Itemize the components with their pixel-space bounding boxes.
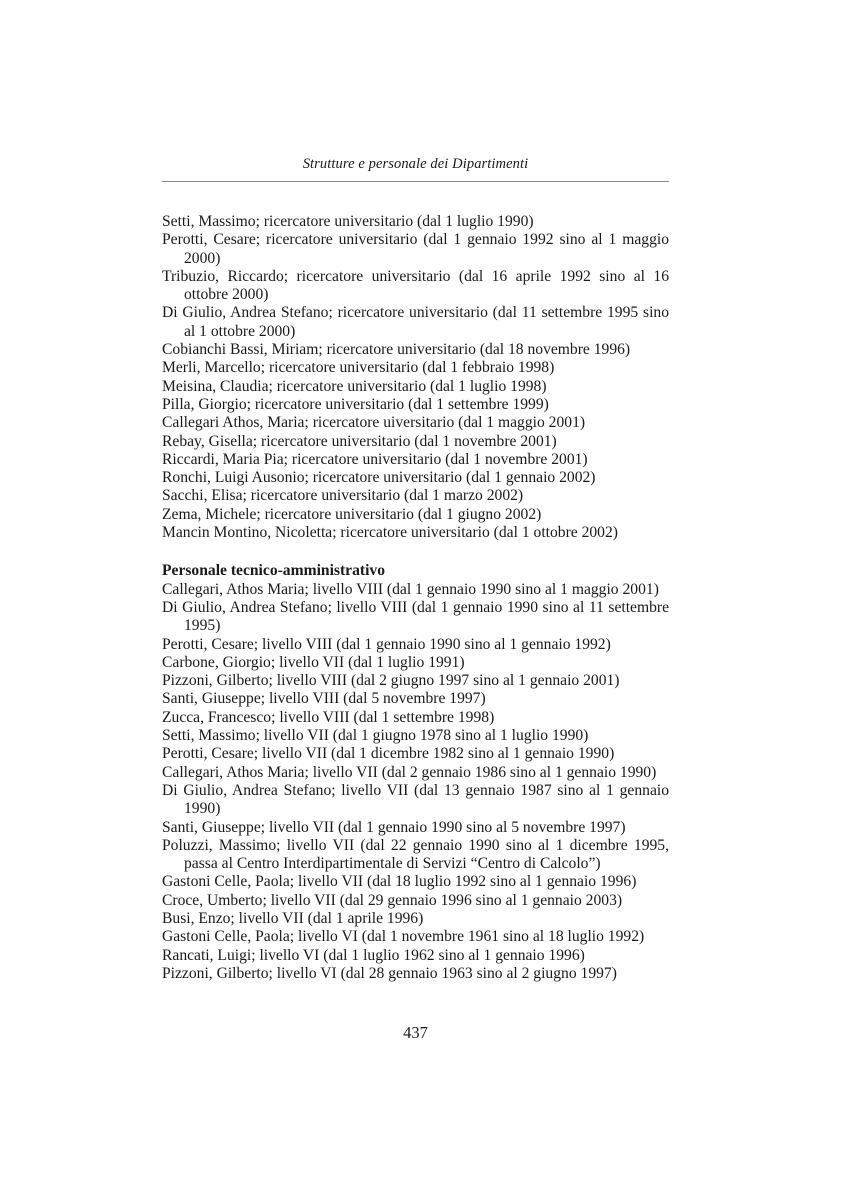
list-item: Rancati, Luigi; livello VI (dal 1 luglio 1962 sino al 1 gennaio 1996) [162,946,585,964]
list-item: Sacchi, Elisa; ricercatore universitario (dal 1 marzo 2002) [162,487,524,505]
list-item: Perotti, Cesare; livello VIII (dal 1 gennaio 1990 sino al 1 gennaio 1992) [162,635,611,653]
list-item: Santi, Giuseppe; livello VII (dal 1 gennaio 1990 sino al 5 novembre 1997) [162,818,626,836]
list-item: Perotti, Cesare; ricercatore universitario (dal 1 gennaio 1992 sino al 1 maggio 2000) [162,231,669,267]
section-heading: Personale tecnico-amministrativo [162,562,386,580]
list-item: Gastoni Celle, Paola; livello VII (dal 18 luglio 1992 sino al 1 gennaio 1996) [162,873,637,891]
header-rule [162,181,669,182]
list-item: Merli, Marcello; ricercatore universitario (dal 1 febbraio 1998) [162,359,555,377]
list-item: Di Giulio, Andrea Stefano; livello VII (dal 13 gennaio 1987 sino al 1 gennaio 1990) [162,781,669,818]
list-item: Meisina, Claudia; ricercatore universitario (dal 1 luglio 1998) [162,377,547,395]
list-item: Callegari, Athos Maria; livello VIII (dal 1 gennaio 1990 sino al 1 maggio 2001) [162,580,659,598]
page-number: 437 [403,1023,428,1042]
list-item: Gastoni Celle, Paola; livello VI (dal 1 novembre 1961 sino al 18 luglio 1992) [162,928,645,946]
researchers-list [162,213,669,542]
list-item: Carbone, Giorgio; livello VII (dal 1 luglio 1991) [162,653,465,671]
list-item: Tribuzio, Riccardo; ricercatore universitario (dal 16 aprile 1992 sino al 16 ottobre 2000) [162,267,669,304]
list-item: Perotti, Cesare; livello VII (dal 1 dicembre 1982 sino al 1 gennaio 1990) [162,745,615,763]
page-content [162,213,669,983]
list-item: Rebay, Gisella; ricercatore universitario (dal 1 novembre 2001) [162,432,557,450]
list-item: Pizzoni, Gilberto; livello VI (dal 28 gennaio 1963 sino al 2 giugno 1997) [162,964,617,982]
list-item: Busi, Enzo; livello VII (dal 1 aprile 1996) [162,909,424,927]
list-item: Croce, Umberto; livello VII (dal 29 gennaio 1996 sino al 1 gennaio 2003) [162,891,623,909]
list-item: Ronchi, Luigi Ausonio; ricercatore universitario (dal 1 gennaio 2002) [162,469,596,487]
list-item: Pilla, Giorgio; ricercatore universitario (dal 1 settembre 1999) [162,395,549,413]
list-item: Zucca, Francesco; livello VIII (dal 1 settembre 1998) [162,708,495,726]
list-item: Santi, Giuseppe; livello VIII (dal 5 novembre 1997) [162,690,486,708]
list-item: Cobianchi Bassi, Miriam; ricercatore universitario (dal 18 novembre 1996) [162,341,631,359]
list-item: Pizzoni, Gilberto; livello VIII (dal 2 giugno 1997 sino al 1 gennaio 2001) [162,672,620,690]
running-header: Strutture e personale dei Dipartimenti [302,156,529,172]
list-item: Riccardi, Maria Pia; ricercatore universitario (dal 1 novembre 2001) [162,450,588,468]
list-item: Callegari Athos, Maria; ricercatore uiversitario (dal 1 maggio 2001) [162,414,586,432]
list-item: Di Giulio, Andrea Stefano; livello VIII (dal 1 gennaio 1990 sino al 11 settembre 1995) [162,598,669,635]
technical-staff-list [162,581,669,984]
list-item: Setti, Massimo; livello VII (dal 1 giugno 1978 sino al 1 luglio 1990) [162,727,589,745]
list-item: Callegari, Athos Maria; livello VII (dal 2 gennaio 1986 sino al 1 gennaio 1990) [162,763,657,781]
list-item: Zema, Michele; ricercatore universitario (dal 1 giugno 2002) [162,505,542,523]
list-item: Poluzzi, Massimo; livello VII (dal 22 gennaio 1990 sino al 1 dicembre 1995, passa al Centro Interdipartimentale di Servizi “Centro di Calcolo”) [162,836,669,873]
list-item: Di Giulio, Andrea Stefano; ricercatore universitario (dal 11 settembre 1995 sino al 1 ottobre 2000) [162,304,669,340]
list-item: Setti, Massimo; ricercatore universitario (dal 1 luglio 1990) [162,213,534,230]
list-item: Mancin Montino, Nicoletta; ricercatore universitario (dal 1 ottobre 2002) [162,524,618,542]
